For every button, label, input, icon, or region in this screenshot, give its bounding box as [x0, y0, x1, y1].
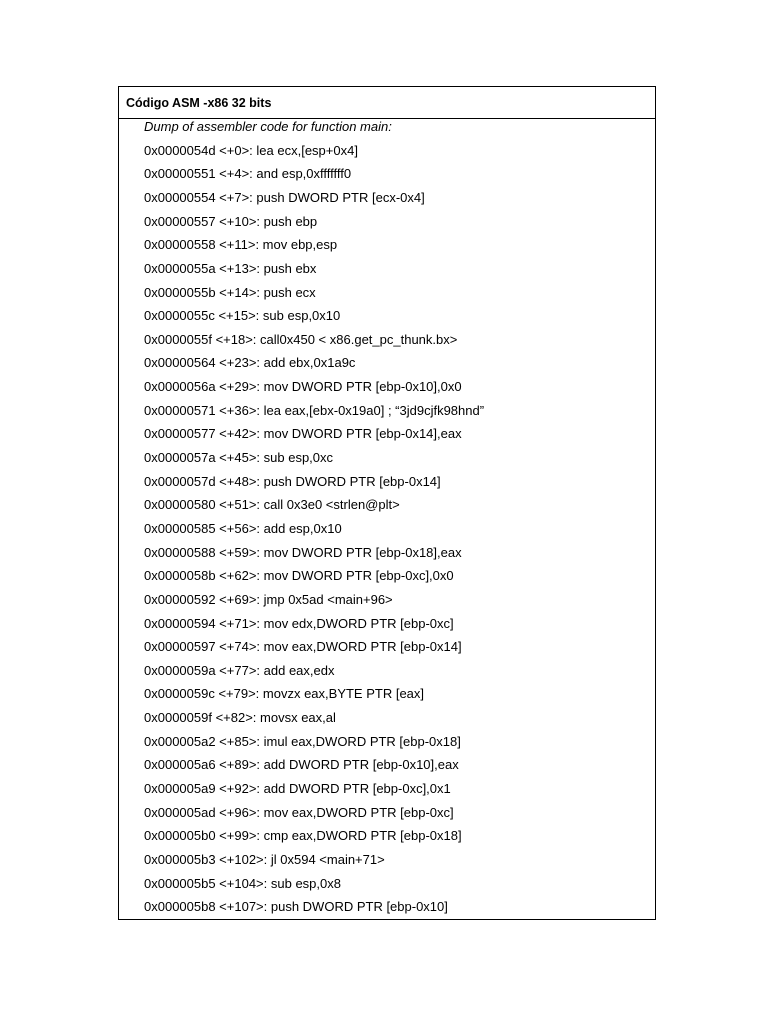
assembly-line: 0x00000554 <+7>: push DWORD PTR [ecx-0x4] [144, 189, 425, 205]
asm-code-table [118, 86, 656, 920]
assembly-line: 0x000005b8 <+107>: push DWORD PTR [ebp-0x10] [144, 899, 448, 915]
table-body [119, 119, 655, 923]
assembly-line: 0x000005a9 <+92>: add DWORD PTR [ebp-0xc],0x1 [144, 780, 451, 796]
assembly-line: 0x0000055b <+14>: push ecx [144, 284, 316, 300]
assembly-line: 0x0000059c <+79>: movzx eax,BYTE PTR [eax] [144, 686, 425, 702]
assembly-line: 0x000005a2 <+85>: imul eax,DWORD PTR [ebp-0x18] [144, 733, 461, 749]
assembly-line: 0x0000055c <+15>: sub esp,0x10 [144, 308, 341, 324]
assembly-line: 0x00000571 <+36>: lea eax,[ebx-0x19a0] ; “3jd9cjfk98hnd” [144, 402, 485, 418]
table-header: Código ASM -x86 32 bits [119, 87, 655, 119]
assembly-listing [144, 143, 655, 923]
assembly-line: 0x0000058b <+62>: mov DWORD PTR [ebp-0xc],0x0 [144, 568, 454, 584]
assembly-line: 0x00000597 <+74>: mov eax,DWORD PTR [ebp-0x14] [144, 639, 462, 655]
assembly-line: 0x00000577 <+42>: mov DWORD PTR [ebp-0x14],eax [144, 426, 462, 442]
assembly-line: 0x00000585 <+56>: add esp,0x10 [144, 520, 342, 536]
assembly-line: 0x0000055a <+13>: push ebx [144, 260, 317, 276]
assembly-line: 0x00000558 <+11>: mov ebp,esp [144, 237, 338, 253]
assembly-line: 0x0000056a <+29>: mov DWORD PTR [ebp-0x10],0x0 [144, 379, 462, 395]
assembly-line: 0x0000055f <+18>: call0x450 < x86.get_pc_thunk.bx> [144, 331, 458, 347]
assembly-line: 0x00000592 <+69>: jmp 0x5ad <main+96> [144, 591, 393, 607]
assembly-line: 0x00000557 <+10>: push ebp [144, 213, 318, 229]
assembly-line: 0x00000594 <+71>: mov edx,DWORD PTR [ebp-0xc] [144, 615, 454, 631]
assembly-line: 0x000005b0 <+99>: cmp eax,DWORD PTR [ebp-0x18] [144, 828, 462, 844]
assembly-line: 0x00000580 <+51>: call 0x3e0 <strlen@plt> [144, 497, 400, 513]
assembly-line: 0x000005a6 <+89>: add DWORD PTR [ebp-0x10],eax [144, 757, 459, 773]
assembly-line: 0x00000551 <+4>: and esp,0xfffffff0 [144, 166, 352, 182]
assembly-line: 0x000005ad <+96>: mov eax,DWORD PTR [ebp-0xc] [144, 804, 454, 820]
assembly-line: 0x0000054d <+0>: lea ecx,[esp+0x4] [144, 142, 358, 158]
assembly-line: 0x0000059a <+77>: add eax,edx [144, 662, 335, 678]
assembly-line: 0x0000059f <+82>: movsx eax,al [144, 710, 336, 726]
assembly-line: 0x000005b3 <+102>: jl 0x594 <main+71> [144, 851, 385, 867]
assembly-line: 0x00000588 <+59>: mov DWORD PTR [ebp-0x18],eax [144, 544, 462, 560]
assembly-line: 0x0000057d <+48>: push DWORD PTR [ebp-0x14] [144, 473, 441, 489]
assembly-line: 0x0000057a <+45>: sub esp,0xc [144, 450, 334, 466]
assembly-line: 0x00000564 <+23>: add ebx,0x1a9c [144, 355, 356, 371]
assembly-line: 0x000005b5 <+104>: sub esp,0x8 [144, 875, 341, 891]
dump-caption: Dump of assembler code for function main: [144, 119, 392, 134]
